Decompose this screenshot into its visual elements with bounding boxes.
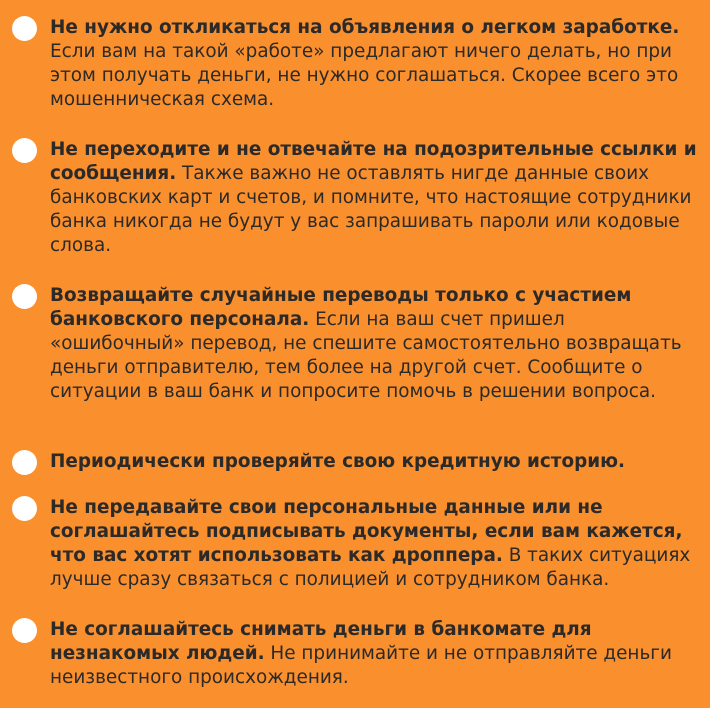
bullet-icon bbox=[12, 284, 37, 309]
bullet-icon bbox=[12, 138, 37, 163]
bullet-icon bbox=[12, 450, 37, 475]
bullet-icon bbox=[12, 496, 37, 521]
tip-text bbox=[50, 138, 702, 258]
tip-bold: Не передавайте свои персональные данные или не соглашайтесь подписывать документы, если вам кажется, что вас хотят использовать как дроппера. bbox=[50, 497, 683, 566]
tip-text bbox=[50, 496, 702, 592]
tip-text bbox=[50, 16, 702, 112]
tip-text bbox=[50, 284, 702, 404]
bullet-icon bbox=[12, 618, 37, 643]
tip-bold: Не соглашайтесь снимать деньги в банкомате для незнакомых людей. bbox=[50, 619, 592, 664]
bullet-icon bbox=[12, 16, 37, 41]
tip-body: Также важно не оставлять нигде данные своих банковских карт и счетов, и помните, что настоящие сотрудники банка никогда не будут у вас запрашивать пароли или кодовые слова. bbox=[50, 163, 692, 256]
tip-bold: Не переходите и не отвечайте на подозрительные ссылки и сообщения. bbox=[50, 139, 697, 184]
tip-text bbox=[50, 450, 702, 474]
tip-body: Не принимайте и не отправляйте деньги неизвестного происхождения. bbox=[50, 643, 672, 688]
tip-bold: Не нужно откликаться на объявления о легком заработке. bbox=[50, 17, 680, 38]
tip-body: В таких ситуациях лучше сразу связаться с полицией и сотрудником банка. bbox=[50, 545, 691, 590]
tip-bold: Периодически проверяйте свою кредитную историю. bbox=[50, 451, 626, 472]
tip-body: Если вам на такой «работе» предлагают ничего делать, но при этом получать деньги, не нужно соглашаться. Скорее всего это мошенническая схема. bbox=[50, 41, 679, 110]
tip-text bbox=[50, 618, 702, 690]
tip-body: Если на ваш счет пришел «ошибочный» перевод, не спешите самостоятельно возвращать деньги отправителю, тем более на другой счет. Сообщите о ситуации в ваш банк и попросите помочь в решении вопроса. bbox=[50, 309, 682, 402]
tip-bold: Возвращайте случайные переводы только с участием банковского персонала. bbox=[50, 285, 632, 330]
